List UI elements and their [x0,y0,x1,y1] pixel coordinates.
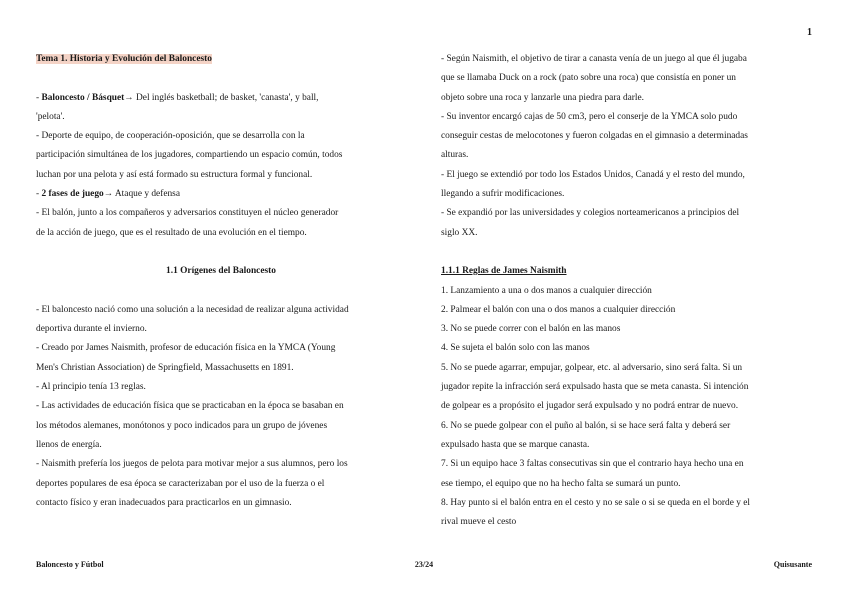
page-number: 1 [807,27,812,38]
intro-line: conseguir cestas de melocotones y fueron colgadas en el gimnasio a determinadas [441,131,748,142]
intro-line: - El juego se extendió por todo los Estados Unidos, Canadá y el resto del mundo, [441,169,745,180]
footer-subject: Baloncesto y Fútbol [36,560,104,569]
intro-line: objeto sobre una roca y lanzarle una piedra para darle. [441,92,645,103]
fases-text: Ataque y defensa [113,189,180,200]
intro-line: siglo XX. [441,227,478,238]
arrow-icon: → [103,189,114,200]
intro-line: que se llamaba Duck on a rock (pato sobre una roca) que consistía en poner un [441,73,736,84]
rule-line: ese tiempo, el equipo que no ha hecho falta se sumará un punto. [441,478,681,489]
intro-line: - Su inventor encargó cajas de 50 cm3, pero el conserje de la YMCA solo pudo [441,111,738,122]
spacer [441,243,811,262]
footer-year: 23/24 [414,560,434,569]
section-heading-origins: 1.1 Orígenes del Baloncesto [166,266,276,277]
origins-line: - El baloncesto nació como una solución a la necesidad de realizar alguna actividad [36,304,349,315]
spacer [36,69,406,88]
spacer [36,282,406,301]
origins-line: contacto físico y eran inadecuados para practicarlos en un gimnasio. [36,497,292,508]
fases-bold: 2 fases de juego [41,189,104,200]
origins-line: - Creado por James Naismith, profesor de educación física en la YMCA (Young [36,343,336,354]
rule-line: de golpear es a propósito el jugador será expulsado y no podrá entrar de nuevo. [441,401,739,412]
definition-paragraph: - Baloncesto / Básquet→ Del inglés basketball; de basket, 'canasta', y ball, [36,92,319,103]
rule-line: 2. Palmear el balón con una o dos manos a cualquier dirección [441,304,676,315]
definition-paragraph-cont: 'pelota'. [36,111,65,122]
footer-author: Quisusante [773,560,812,569]
balon-line-2: de la acción de juego, que es el resultado de una evolución en el tiempo. [36,227,307,238]
rule-line: jugador repite la infracción será expulsado hasta que se meta canasta. Si intención [441,382,749,393]
intro-line: - Se expandió por las universidades y colegios norteamericanos a principios del [441,208,740,219]
origins-line: deportes populares de esa época se caracterizaban por el uso de la fuerza o el [36,478,325,489]
document-title [36,50,406,69]
rule-line: 3. No se puede correr con el balón en las manos [441,324,621,335]
term-bold: Baloncesto / Básquet [41,92,125,103]
deporte-line-3: luchan por una pelota y así está formado su estructura formal y funcional. [36,169,313,180]
origins-line: - Las actividades de educación física que se practicaban en la época se basaban en [36,401,344,412]
arrow-icon: → [124,92,134,103]
rule-line: rival mueve el cesto [441,517,517,528]
deporte-line-1: - Deporte de equipo, de cooperación-oposición, que se desarrolla con la [36,131,305,142]
intro-line: llegando a sufrir modificaciones. [441,189,565,200]
origins-line: llenos de energía. [36,439,102,450]
origins-line: deportiva durante el invierno. [36,324,147,335]
right-column [441,50,811,532]
definition-text: Del inglés basketball; de basket, 'canasta', y ball, [133,92,319,103]
intro-line: - Según Naismith, el objetivo de tirar a canasta venía de un juego al que él jugaba [441,54,747,64]
origins-line: - Naismith prefería los juegos de pelota para motivar mejor a sus alumnos, pero los [36,459,348,470]
left-column [36,50,406,513]
rule-line: expulsado hasta que se marque canasta. [441,439,590,450]
origins-line: - Al principio tenía 13 reglas. [36,382,146,393]
rule-line: 1. Lanzamiento a una o dos manos a cualquier dirección [441,285,652,296]
section-heading-rules: 1.1.1 Reglas de James Naismith [441,266,567,277]
title-highlight: Tema 1. Historia y Evolución del Baloncesto [36,54,212,64]
rule-line: 8. Hay punto si el balón entra en el cesto y no se sale o si se queda en el borde y el [441,497,751,508]
origins-line: los métodos alemanes, monótonos y poco indicados para un grupo de jóvenes [36,420,328,431]
balon-line-1: - El balón, junto a los compañeros y adversarios constituyen el núcleo generador [36,208,339,219]
origins-line: Men's Christian Association) de Springfield, Massachusetts en 1891. [36,362,294,373]
rule-line: 4. Se sujeta el balón solo con las manos [441,343,590,354]
spacer [36,243,406,262]
intro-line: alturas. [441,150,469,161]
rule-line: 6. No se puede golpear con el puño al balón, si se hace será falta y deberá ser [441,420,731,431]
rule-line: 5. No se puede agarrar, empujar, golpear, etc. al adversario, sino será falta. Si un [441,362,743,373]
rule-line: 7. Si un equipo hace 3 faltas consecutivas sin que el contrario haya hecho una en [441,459,744,470]
deporte-line-2: participación simultánea de los jugadores, compartiendo un espacio común, todos [36,150,343,161]
fases-paragraph: - 2 fases de juego→ Ataque y defensa [36,189,180,200]
